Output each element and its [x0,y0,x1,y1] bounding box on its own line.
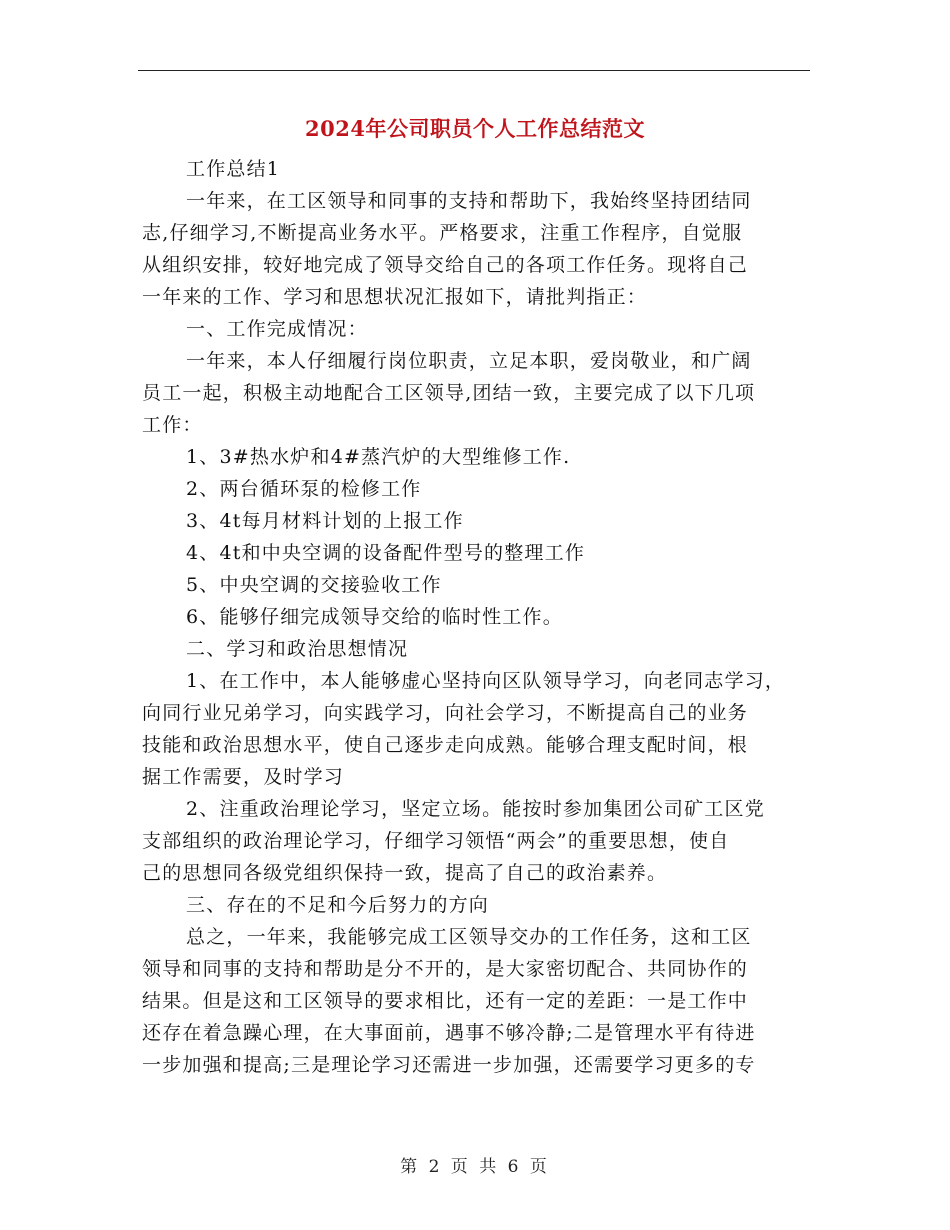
paragraph-line: 总之，一年来，我能够完成工区领导交办的工作任务，这和工区 [186,926,752,948]
paragraph-line: 领导和同事的支持和帮助是分不开的，是大家密切配合、共同协作的 [142,958,749,980]
paragraph-line: 志,仔细学习,不断提高业务水平。严格要求，注重工作程序，自觉服 [142,222,743,244]
list-item: 5、中央空调的交接验收工作 [186,574,442,596]
section-heading-1: 一、工作完成情况： [186,318,368,340]
paragraph-line: 2、注重政治理论学习，坚定立场。能按时参加集团公司矿工区党 [186,798,765,820]
paragraph-line: 一年来，本人仔细履行岗位职责，立足本职，爱岗敬业，和广阔 [186,350,752,372]
paragraph-line: 还存在着急躁心理，在大事面前，遇事不够冷静;二是管理水平有待进 [142,1022,756,1044]
paragraph-line: 员工一起，积极主动地配合工区领导,团结一致，主要完成了以下几项 [142,382,756,404]
paragraph-line: 结果。但是这和工区领导的要求相比，还有一定的差距：一是工作中 [142,990,749,1012]
paragraph-line: 从组织安排，较好地完成了领导交给自己的各项工作任务。现将自己 [142,254,749,276]
paragraph-line: 一步加强和提高;三是理论学习还需进一步加强，还需要学习更多的专 [142,1054,756,1076]
paragraph-line: 技能和政治思想水平，使自己逐步走向成熟。能够合理支配时间，根 [142,734,749,756]
paragraph-line: 一年来，在工区领导和同事的支持和帮助下，我始终坚持团结同 [186,190,752,212]
section-heading-2: 二、学习和政治思想情况 [186,638,409,660]
list-item: 4、4t和中央空调的设备配件型号的整理工作 [186,542,586,564]
header-rule [138,70,810,71]
document-title: 2024年公司职员个人工作总结范文 [305,116,645,141]
list-item: 3、4t每月材料计划的上报工作 [186,510,464,532]
paragraph-line: 据工作需要，及时学习 [142,766,345,788]
paragraph-line: 一年来的工作、学习和思想状况汇报如下，请批判指正： [142,286,648,308]
paragraph-line: 1、在工作中，本人能够虚心坚持向区队领导学习，向老同志学习， [186,670,786,692]
list-item: 6、能够仔细完成领导交给的临时性工作。 [186,606,563,628]
paragraph-line: 工作： [142,414,203,436]
paragraph-line: 向同行业兄弟学习，向实践学习，向社会学习，不断提高自己的业务 [142,702,749,724]
page-number: 第 2 页 共 6 页 [400,1157,550,1177]
paragraph-line: 支部组织的政治理论学习，仔细学习领悟“两会”的重要思想，使自 [142,830,730,852]
list-item: 2、两台循环泵的检修工作 [186,478,422,500]
document-body [142,153,810,1081]
section-heading-3: 三、存在的不足和今后努力的方向 [186,894,490,916]
list-item: 1、3#热水炉和4#蒸汽炉的大型维修工作. [186,446,571,468]
paragraph-line: 己的思想同各级党组织保持一致，提高了自己的政治素养。 [142,862,668,884]
heading-summary-1: 工作总结1 [186,158,281,180]
